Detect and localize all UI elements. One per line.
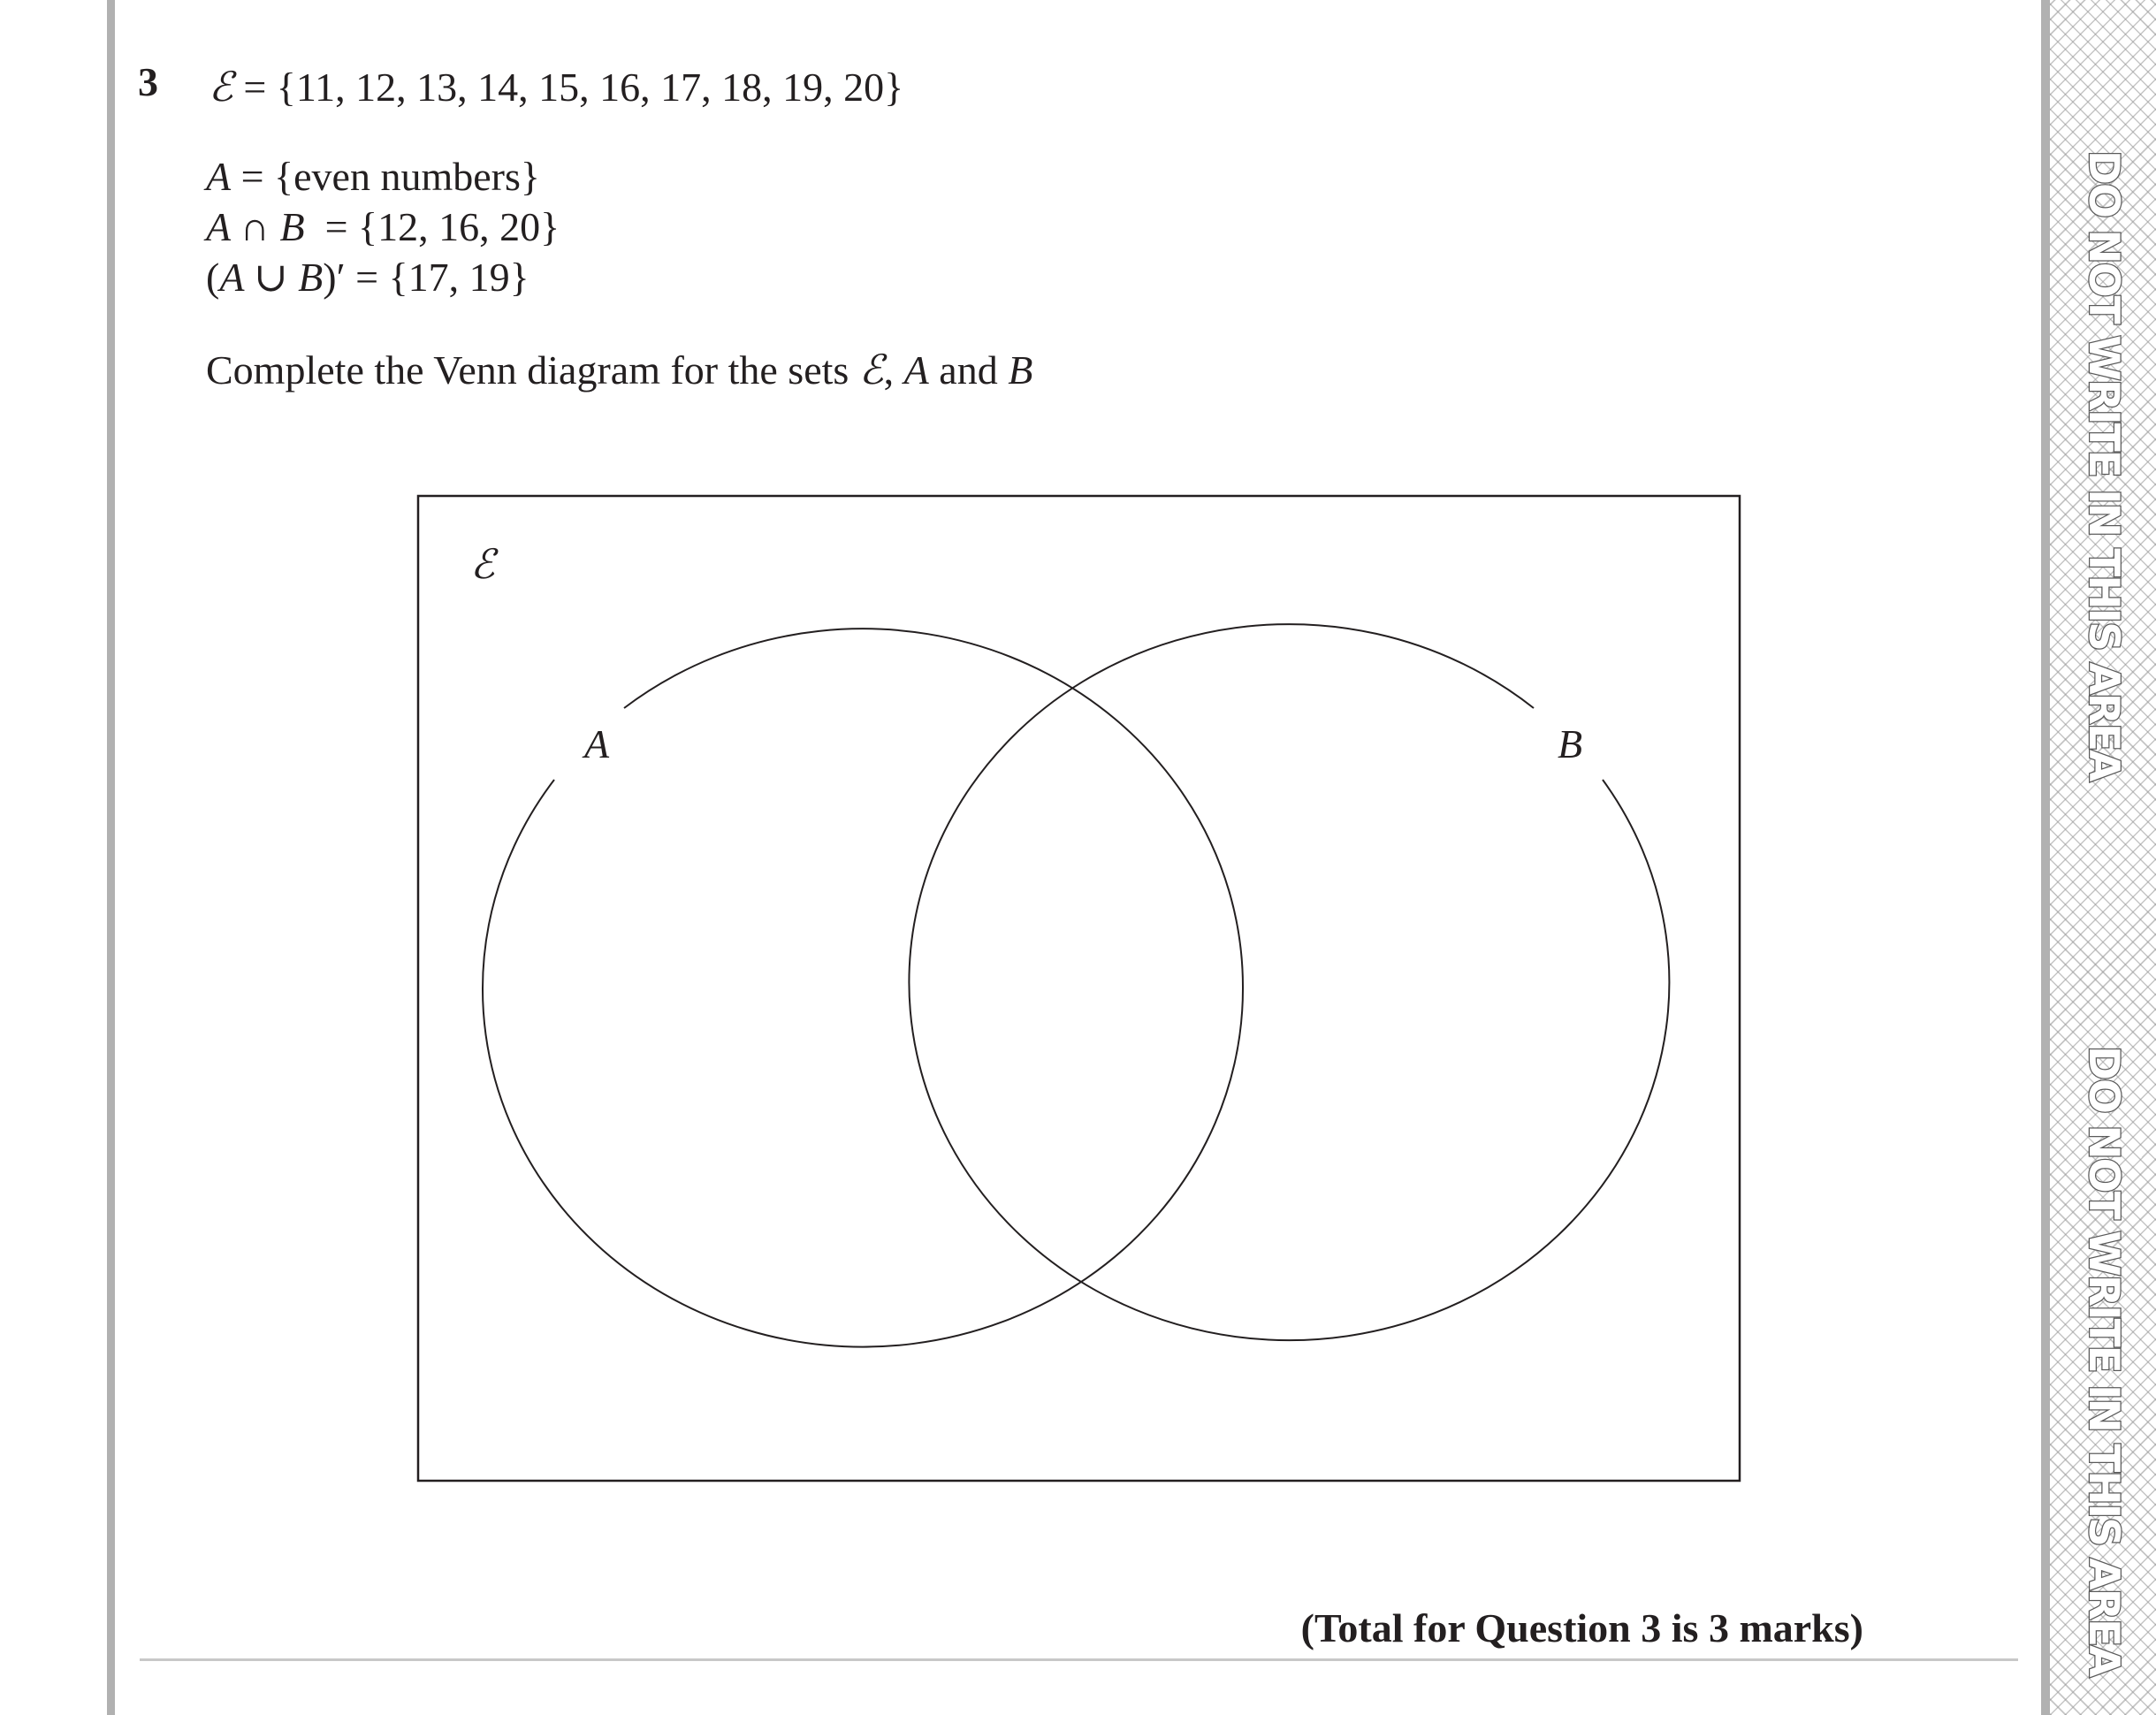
- instruction-text: Complete the Venn diagram for the sets: [206, 347, 859, 393]
- instruction-and: and: [928, 347, 1009, 393]
- instruction-set-b: B: [1008, 347, 1033, 393]
- margin-notice-bottom: DO NOT WRITE IN THIS AREA: [2079, 1046, 2128, 1676]
- universal-set-label: ℰ: [470, 542, 495, 587]
- universal-set-values: = {11, 12, 13, 14, 15, 16, 17, 18, 19, 20}: [232, 65, 904, 110]
- universal-set-box: [418, 496, 1740, 1481]
- set-a-definition: = {even numbers}: [231, 154, 540, 199]
- union-complement-values: )′ = {17, 19}: [323, 255, 529, 300]
- instruction-universal-symbol: ℰ: [858, 346, 884, 393]
- union-open-paren: (: [206, 255, 220, 300]
- margin-notice-top: DO NOT WRITE IN THIS AREA: [2079, 150, 2128, 781]
- intersection-values: = {12, 16, 20}: [304, 204, 560, 249]
- union-expression: A ∪ B: [219, 255, 324, 300]
- question-total-marks: (Total for Question 3 is 3 marks): [1300, 1605, 1863, 1650]
- set-a-name: A: [206, 154, 232, 199]
- circle-a-label: A: [584, 721, 610, 766]
- instruction-set-a: A: [903, 347, 929, 393]
- question-number: 3: [138, 59, 158, 104]
- universal-symbol: ℰ: [209, 63, 233, 111]
- question-end-rule: [140, 1658, 2018, 1661]
- intersection-expression: A ∩ B: [206, 204, 305, 249]
- circle-b: [909, 624, 1669, 1340]
- circle-b-label: B: [1558, 721, 1583, 766]
- instruction-comma: ,: [883, 347, 904, 393]
